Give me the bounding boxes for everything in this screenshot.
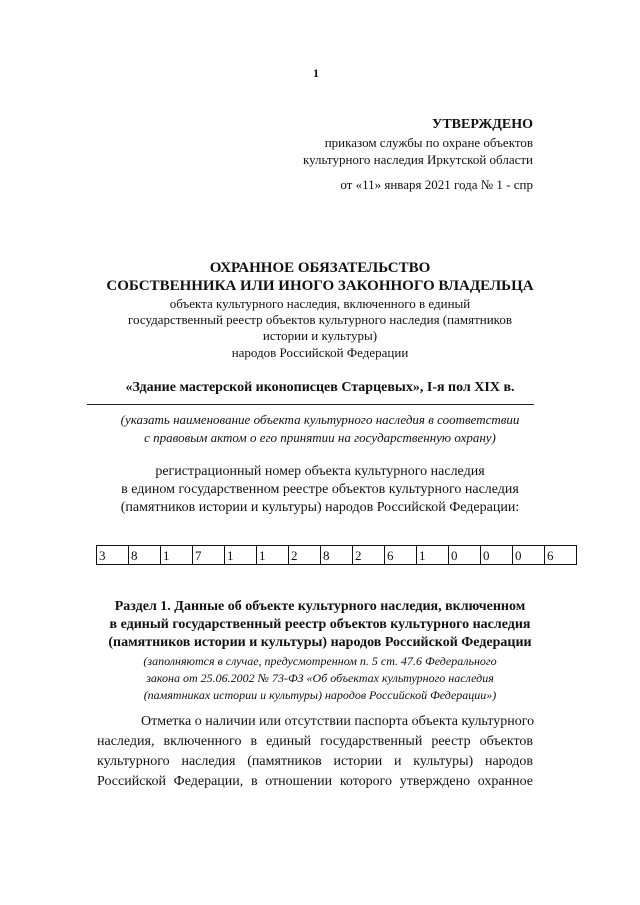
body-line: Российской Федерации, в отношении которого утверждено охранное [97, 774, 533, 789]
registration-digit: 2 [353, 546, 385, 564]
body-line: культурного наследия (памятников истории и культуры) народов [97, 754, 533, 769]
section-1-note-3: (памятниках истории и культуры) народов Российской Федерации») [143, 688, 497, 702]
approval-line-2: культурного наследия Иркутской области [302, 152, 533, 167]
registration-digit: 7 [193, 546, 225, 564]
body-paragraph [97, 712, 533, 792]
document-title: ОХРАННОЕ ОБЯЗАТЕЛЬСТВО [209, 260, 431, 276]
registration-digit: 1 [225, 546, 257, 564]
page-number: 1 [313, 66, 319, 80]
registration-digit: 1 [161, 546, 193, 564]
registration-digit: 1 [417, 546, 449, 564]
registration-digit: 0 [513, 546, 545, 564]
registration-label-1: регистрационный номер объекта культурного наследия [155, 464, 485, 479]
body-line: наследия, включенного в единый государственный реестр объектов [97, 734, 533, 749]
registration-digit: 1 [257, 546, 289, 564]
document-subtitle: СОБСТВЕННИКА ИЛИ ИНОГО ЗАКОННОГО ВЛАДЕЛЬЦА [106, 278, 534, 294]
registration-label-3: (памятников истории и культуры) народов Российской Федерации: [120, 500, 520, 515]
registration-digit: 3 [97, 546, 129, 564]
heading-line-6: народов Российской Федерации [231, 345, 409, 360]
section-1-note-1: (заполняются в случае, предусмотренном п. 5 ст. 47.6 Федерального [143, 654, 497, 668]
registration-label-2: в едином государственном реестре объектов культурного наследия [121, 482, 519, 497]
section-1-note-2: закона от 25.06.2002 № 73-ФЗ «Об объектах культурного наследия [146, 671, 494, 685]
object-name-hint-2: с правовым актом о его принятии на государственную охрану) [144, 430, 496, 445]
heading-line-4: государственный реестр объектов культурного наследия (памятников [128, 312, 512, 327]
registration-digit: 2 [289, 546, 321, 564]
registration-digit: 0 [449, 546, 481, 564]
registration-digit: 6 [385, 546, 417, 564]
approval-line-3: от «11» января 2021 года № 1 - спр [340, 177, 533, 192]
approval-line-1: приказом службы по охране объектов [324, 135, 533, 150]
section-1-title: Раздел 1. Данные об объекте культурного наследия, включенном [114, 599, 526, 614]
section-1-title-3: (памятников истории и культуры) народов Российской Федерации [108, 635, 532, 650]
object-name-underline [87, 404, 534, 405]
approval-stamp-title: УТВЕРЖДЕНО [432, 117, 533, 132]
body-line: Отметка о наличии или отсутствии паспорта объекта культурного [141, 714, 535, 729]
registration-digit: 0 [481, 546, 513, 564]
heading-line-5: истории и культуры) [262, 328, 378, 343]
registration-digit: 8 [129, 546, 161, 564]
registration-digit: 6 [547, 548, 554, 563]
object-name-hint-1: (указать наименование объекта культурного наследия в соответствии [120, 412, 520, 427]
heading-line-3: объекта культурного наследия, включенного в единый [169, 296, 471, 311]
section-1-title-2: в единый государственный реестр объектов культурного наследия [109, 617, 531, 632]
heritage-object-name: «Здание мастерской иконописцев Старцевых», I-я пол XIX в. [125, 380, 515, 395]
registration-number-grid [96, 545, 577, 565]
registration-digit: 8 [321, 546, 353, 564]
